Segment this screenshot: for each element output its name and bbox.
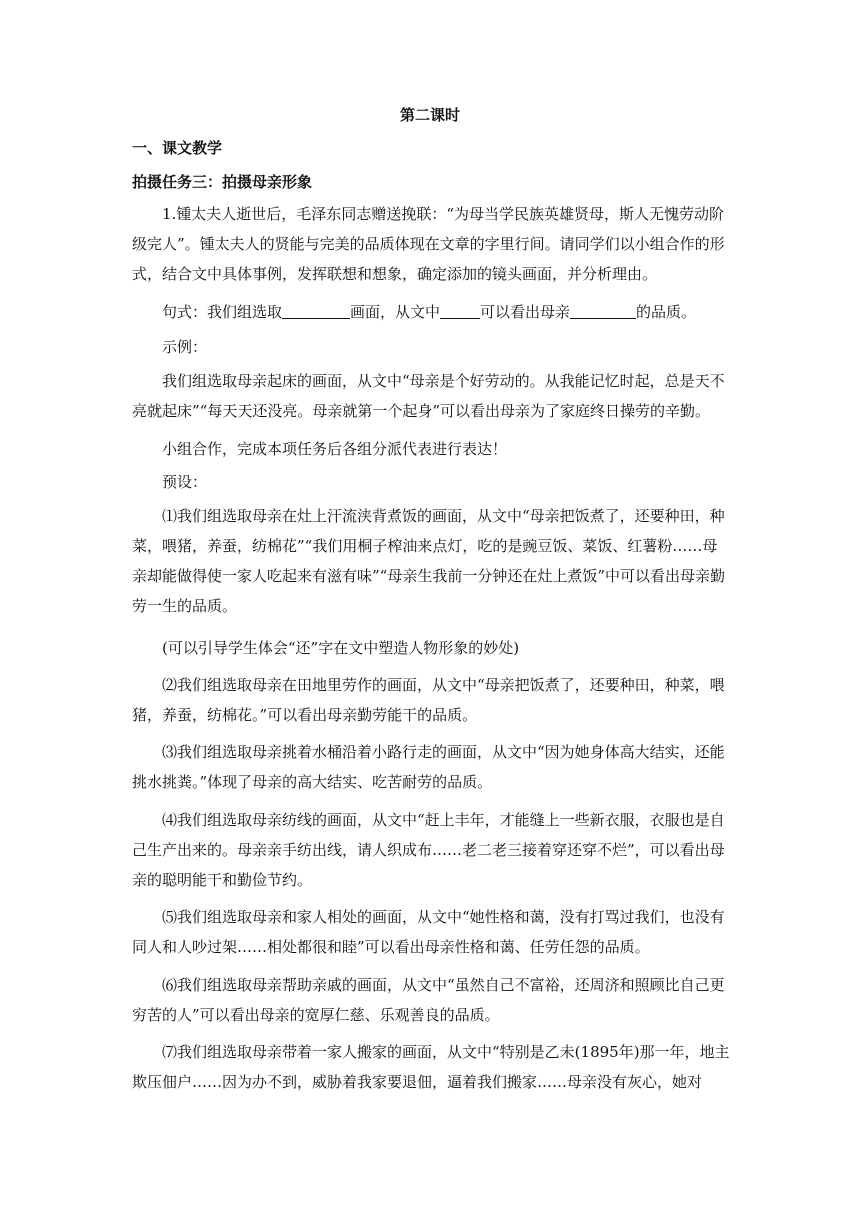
preset-item-1: ⑴我们组选取母亲在灶上汗流浃背煮饭的画面，从文中“母亲把饭煮了，还要种田，种菜，喂猪，养蚕，纺棉花”“我们用桐子榨油来点灯，吃的是豌豆饭、菜饭、红薯粉……母亲却能做得使一家人吃起来有滋有味”“母亲生我前一分钟还在灶上煮饭”中可以看出母亲勤劳一生的品质。 — [132, 507, 726, 615]
pattern-part-1: 句式：我们组选取 — [162, 303, 283, 321]
group-work-note: 小组合作，完成本项任务后各组分派代表进行表达！ — [162, 440, 508, 458]
pattern-part-4: 的品质。 — [636, 303, 697, 321]
example-label: 示例： — [162, 338, 208, 356]
pattern-part-3: 可以看出母亲 — [480, 303, 571, 321]
fill-blank — [440, 302, 480, 319]
preset-item-6: ⑹我们组选取母亲帮助亲戚的画面，从文中“虽然自己不富裕，还周济和照顾比自己更穷苦的人”可以看出母亲的宽厚仁慈、乐观善良的品质。 — [132, 976, 725, 1024]
sentence-pattern — [132, 297, 732, 327]
preset-item-3: ⑶我们组选取母亲挑着水桶沿着小路行走的画面，从文中“因为她身体高大结实，还能挑水挑粪。”体现了母亲的高大结实、吃苦耐劳的品质。 — [132, 743, 725, 791]
task-heading: 拍摄任务三：拍摄母亲形象 — [132, 173, 313, 191]
preset-item-5: ⑸我们组选取母亲和家人相处的画面，从文中“她性格和蔼，没有打骂过我们，也没有同人和人吵过架……相处都很和睦”可以看出母亲性格和蔼、任劳任怨的品质。 — [132, 908, 725, 956]
fill-blank — [570, 302, 636, 319]
preset-label: 预设： — [162, 473, 208, 491]
question-1: 1.锺太夫人逝世后，毛泽东同志赠送挽联：“为母当学民族英雄贤母，斯人无愧劳动阶级完人”。锺太夫人的贤能与完美的品质体现在文章的字里行间。请同学们以小组合作的形式，结合文中具体事例，发挥联想和想象，确定添加的镜头画面，并分析理由。 — [132, 205, 725, 283]
example-text: 我们组选取母亲起床的画面，从文中“母亲是个好劳动的。从我能记忆时起，总是天不亮就起床”“每天天还没亮。母亲就第一个起身”可以看出母亲为了家庭终日操劳的辛勤。 — [132, 372, 725, 420]
preset-item-2: ⑵我们组选取母亲在田地里劳作的画面，从文中“母亲把饭煮了，还要种田，种菜，喂猪，养蚕，纺棉花。”可以看出母亲勤劳能干的品质。 — [132, 676, 725, 724]
fill-blank — [282, 302, 350, 319]
page-title: 第二课时 — [399, 106, 460, 124]
preset-note: (可以引导学生体会“还”字在文中塑造人物形象的妙处) — [162, 639, 520, 657]
pattern-part-2: 画面，从文中 — [350, 303, 441, 321]
section-heading: 一、课文教学 — [132, 139, 223, 157]
preset-item-7: ⑺我们组选取母亲带着一家人搬家的画面，从文中“特别是乙未(1895年)那一年，地主欺压佃户……因为办不到，威胁着我家要退佃，逼着我们搬家……母亲没有灰心，她对 — [132, 1043, 730, 1091]
preset-item-4: ⑷我们组选取母亲纺线的画面，从文中“赶上丰年，才能缝上一些新衣服，衣服也是自己生产出来的。母亲亲手纺出线，请人织成布……老二老三接着穿还穿不烂”，可以看出母亲的聪明能干和勤俭节约。 — [132, 811, 725, 889]
